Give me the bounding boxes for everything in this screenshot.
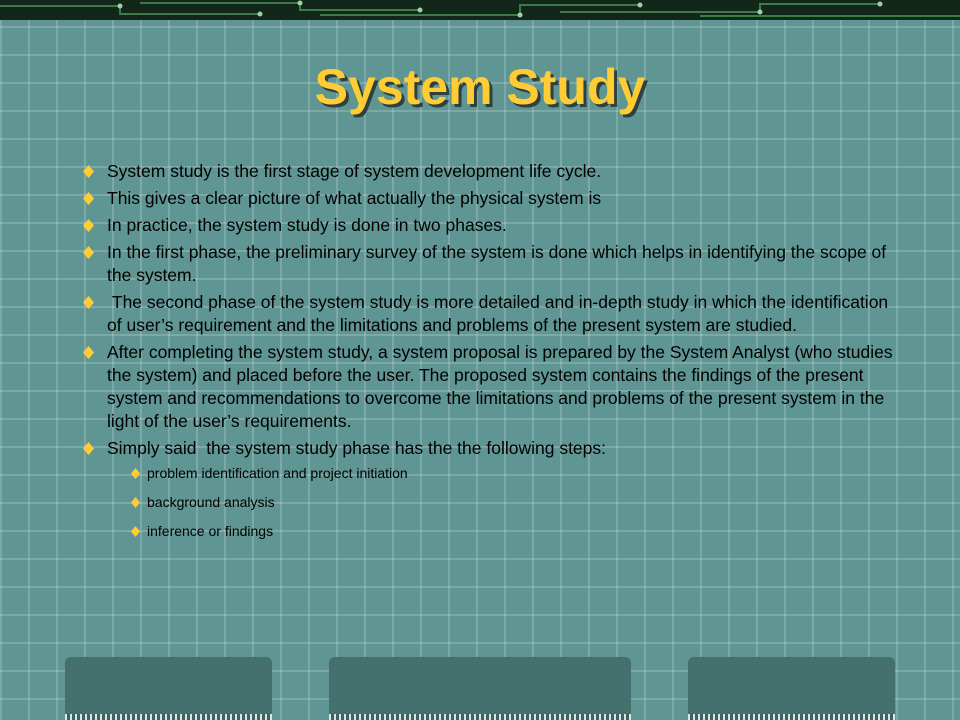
diamond-bullet-icon (83, 442, 94, 455)
diamond-bullet-icon (83, 246, 94, 259)
bullet-text: This gives a clear picture of what actually the physical system is (107, 188, 602, 208)
bullet-item (83, 437, 893, 540)
sub-bullet-text: background analysis (147, 494, 275, 510)
footer-panel-left (65, 657, 272, 720)
bullet-item (83, 341, 893, 433)
footer-panel-right (688, 657, 895, 720)
bullet-item (83, 187, 893, 210)
bullet-text: The second phase of the system study is more detailed and in-depth study in which the identification of user’s requirement and the limitations and problems of the present system are studied. (107, 292, 894, 335)
sub-bullet-item (83, 522, 893, 540)
diamond-bullet-icon (83, 346, 94, 359)
bullet-list (83, 160, 893, 551)
diamond-bullet-icon (131, 526, 140, 537)
bullet-text: Simply said the system study phase has the the following steps: (107, 438, 607, 458)
bullet-text: System study is the first stage of system development life cycle. (107, 161, 602, 181)
bullet-item (83, 160, 893, 183)
bullet-text: After completing the system study, a system proposal is prepared by the System Analyst (who studies the system) and placed before the user. The proposed system contains the findings of the present system and recommendations to overcome the limitations and problems of the present system in the light of the user’s requirements. (107, 342, 893, 431)
diamond-bullet-icon (131, 468, 140, 479)
bullet-item (83, 241, 893, 287)
slide-title: System Study (314, 59, 646, 115)
diamond-bullet-icon (83, 219, 94, 232)
sub-bullet-item (83, 493, 893, 511)
sub-bullet-text: inference or findings (147, 523, 274, 539)
circuit-board-banner (0, 0, 960, 20)
sub-bullet-list (107, 464, 893, 540)
bullet-text: In the first phase, the preliminary survey of the system is done which helps in identifying the scope of the system. (107, 242, 887, 285)
diamond-bullet-icon (131, 497, 140, 508)
sub-bullet-item (83, 464, 893, 482)
sub-bullet-text: problem identification and project initiation (147, 465, 408, 481)
diamond-bullet-icon (83, 192, 94, 205)
bullet-item (83, 291, 893, 337)
footer-panel-center (329, 657, 631, 720)
bullet-item (83, 214, 893, 237)
diamond-bullet-icon (83, 296, 94, 309)
bullet-text: In practice, the system study is done in two phases. (107, 215, 507, 235)
diamond-bullet-icon (83, 165, 94, 178)
